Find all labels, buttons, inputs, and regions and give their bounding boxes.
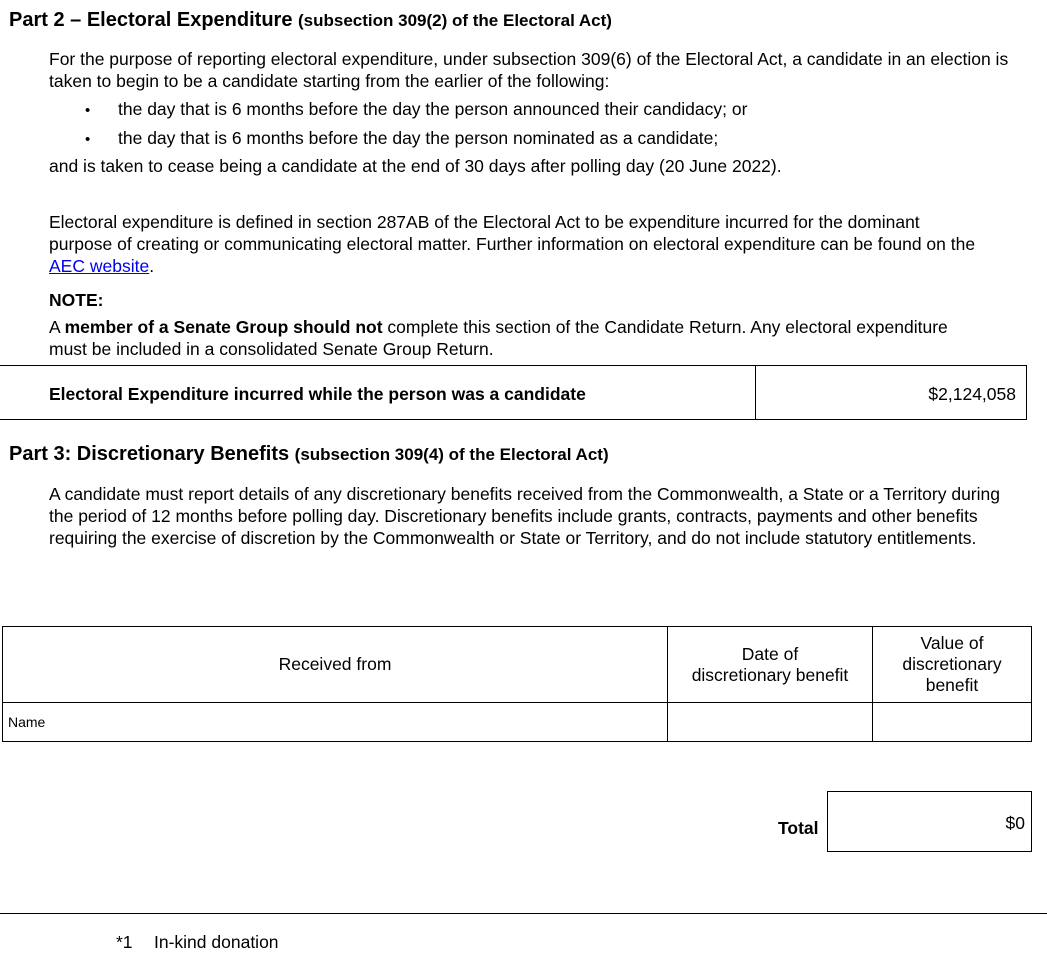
note-a: A <box>49 317 60 337</box>
row-name-cell: Name <box>3 703 668 742</box>
footer-rule <box>0 913 1047 914</box>
note-label: NOTE: <box>49 290 104 310</box>
header-date: Date of discretionary benefit <box>668 627 873 703</box>
part3-intro: A candidate must report details of any discretionary benefits received from the Commonwealth, a State or a Territory during the period of 12 months before polling day. Discretionary benefits include grants, contracts, payments and other benefits requiring the exercise of discretion by the Commonwealth or State or Territory, and do not include statutory entitlements. <box>49 484 1000 548</box>
note-text <box>49 316 979 360</box>
bullet-2-text: the day that is 6 months before the day the person nominated as a candidate; <box>118 128 719 148</box>
footnote-marker: *1 <box>116 932 133 952</box>
bullet-2 <box>85 128 90 149</box>
part2-title: Part 2 – Electoral Expenditure <box>9 9 293 31</box>
note-rest: complete this section of the Candidate Return. Any electoral expenditure must be included in a consolidated Senate Group Return. <box>49 317 948 359</box>
expenditure-label: Electoral Expenditure incurred while the person was a candidate <box>49 384 586 404</box>
part2-cease: and is taken to cease being a candidate at the end of 30 days after polling day (20 June 2022). <box>49 156 782 176</box>
total-box <box>827 791 1032 852</box>
expenditure-divider <box>755 365 756 420</box>
table-row <box>3 703 1032 742</box>
aec-website-link[interactable]: AEC website <box>49 256 150 276</box>
row-date-cell <box>668 703 873 742</box>
bullet-dot: • <box>85 131 91 148</box>
definition-text: Electoral expenditure is defined in section 287AB of the Electoral Act to be expenditure incurred for the dominant purpose of creating or communicating electoral matter. Further information on electoral expenditure can be found on the <box>49 212 976 254</box>
bullet-1-text: the day that is 6 months before the day the person announced their candidacy; or <box>118 99 748 119</box>
header-value: Value of discretionary benefit <box>873 627 1032 703</box>
total-value: $0 <box>1005 813 1025 833</box>
bullet-1 <box>85 99 90 120</box>
total-label: Total <box>778 818 819 838</box>
part2-intro: For the purpose of reporting electoral expenditure, under subsection 309(6) of the Electoral Act, a candidate in an election is taken to begin to be a candidate starting from the earlier of the following: <box>49 49 1009 91</box>
definition-period: . <box>149 256 155 276</box>
benefits-table <box>2 626 1032 742</box>
part2-heading <box>9 9 612 32</box>
header-received-from: Received from <box>3 627 668 703</box>
expenditure-row <box>0 365 1027 420</box>
part3-subtitle: (subsection 309(4) of the Electoral Act) <box>294 445 609 464</box>
table-header-row <box>3 627 1032 703</box>
part2-subtitle: (subsection 309(2) of the Electoral Act) <box>298 11 612 30</box>
row-value-cell <box>873 703 1032 742</box>
footnote-text: In-kind donation <box>154 932 279 952</box>
expenditure-value: $2,124,058 <box>928 384 1016 404</box>
part2-definition <box>49 211 984 277</box>
part3-heading <box>9 443 609 466</box>
note-emphasis: member of a Senate Group should not <box>64 317 383 337</box>
part3-title: Part 3: Discretionary Benefits <box>9 443 290 465</box>
bullet-dot: • <box>85 102 91 119</box>
